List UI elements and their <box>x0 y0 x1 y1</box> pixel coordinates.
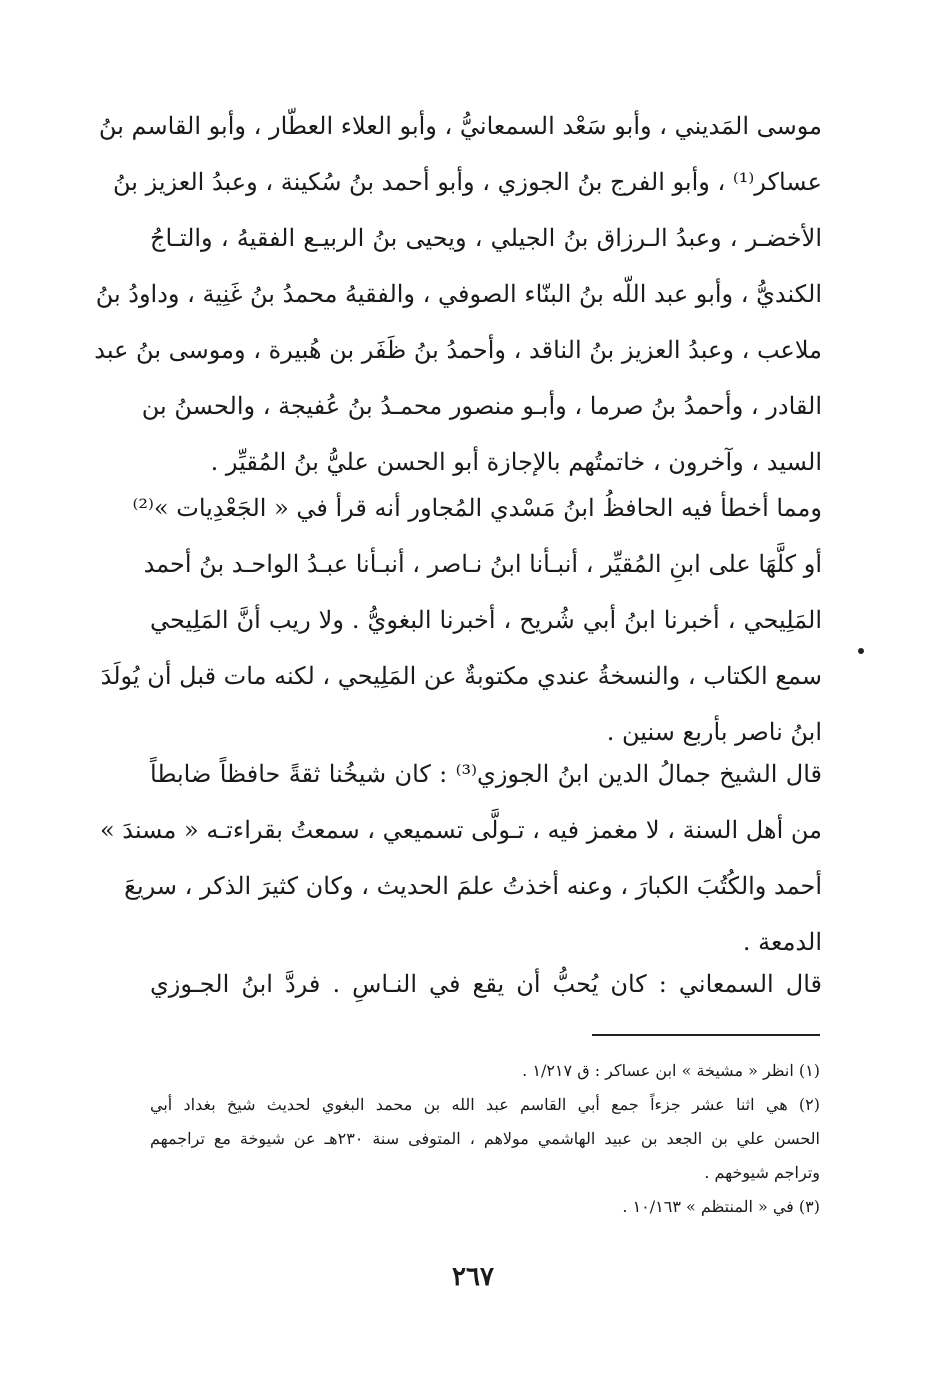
text-line: الكنديُّ ، وأبو عبد اللّه بنُ البنّاء الصوفي ، والفقيهُ محمدُ بنُ غَنِية ، وداودُ بنُ <box>95 280 822 308</box>
footnote-3: (٣) في « المنتظم » ١٠/١٦٣ . <box>622 1197 820 1216</box>
text-line: السيد ، وآخرون ، خاتمتُهم بالإجازة أبو الحسن عليُّ بنُ المُقيِّر . <box>210 448 822 476</box>
paragraph-3 <box>99 746 822 970</box>
paragraph-4 <box>150 956 822 1012</box>
footnote-2-line-1: (٢) هي اثنا عشر جزءاً جمع أبي القاسم عبد الله بن محمد البغوي لحديث شيخ بغداد أبي <box>150 1095 820 1114</box>
text-line: أو كلَّهَا على ابنِ المُقيِّر ، أنبـأنا ابنُ نـاصر ، أنبـأنا عبـدُ الواحـد بنُ أحمد <box>143 550 822 578</box>
text-line: من أهل السنة ، لا مغمز فيه ، تـولَّى تسميعي ، سمعتُ بقراءتـه « مسندَ » <box>99 816 822 844</box>
footnote-2-line-3: وتراجم شيوخهم . <box>704 1163 820 1182</box>
text-line: قال الشيخ جمالُ الدين ابنُ الجوزي⁽³⁾ : كان شيخُنا ثقةً حافظاً ضابطاً <box>150 760 822 788</box>
text-line: ملاعب ، وعبدُ العزيز بنُ الناقد ، وأحمدُ بنُ ظَفَر بن هُبيرة ، وموسى بنُ عبد <box>94 336 822 364</box>
text-line: المَلِيحي ، أخبرنا ابنُ أبي شُريح ، أخبرنا البغويُّ . ولا ريب أنَّ المَلِيحي <box>150 606 823 634</box>
text-line: ومما أخطأ فيه الحافظُ ابنُ مَسْدي المُجاور أنه قرأ في « الجَعْدِيات »⁽²⁾ <box>132 494 822 522</box>
text-line: عساكر⁽¹⁾ ، وأبو الفرج بنُ الجوزي ، وأبو أحمد بنُ سُكينة ، وعبدُ العزيز بنُ <box>113 168 822 196</box>
paragraph-2 <box>100 480 823 760</box>
text-line: أحمد والكُتُبَ الكبارَ ، وعنه أخذتُ علمَ الحديث ، وكان كثيرَ الذكر ، سريعَ <box>124 872 822 900</box>
footnote-1: (١) انظر « مشيخة » ابن عساكر : ق ١/٢١٧ . <box>522 1061 820 1080</box>
page-number: ٢٦٧ <box>452 1262 494 1292</box>
text-line: موسى المَديني ، وأبو سَعْد السمعانيُّ ، وأبو العلاء العطّار ، وأبو القاسم بنُ <box>98 112 822 140</box>
text-line: القادر ، وأحمدُ بنُ صرما ، وأبـو منصور محمـدُ بنُ عُفيجة ، والحسنُ بن <box>141 392 822 420</box>
text-line: قال السمعاني : كان يُحبُّ أن يقع في النـاسِ . فردَّ ابنُ الجـوزي <box>150 970 822 998</box>
footnotes <box>150 1054 820 1224</box>
text-line: ابنُ ناصر بأربع سنين . <box>606 718 822 746</box>
text-line: الأخضـر ، وعبدُ الـرزاق بنُ الجيلي ، ويحيى بنُ الربيـع الفقيهُ ، والتـاجُ <box>150 224 822 252</box>
text-line: الدمعة . <box>742 928 822 956</box>
text-line: سمع الكتاب ، والنسخةُ عندي مكتوبةٌ عن المَلِيحي ، لكنه مات قبل أن يُولَدَ <box>100 662 822 690</box>
margin-dot-mark <box>858 648 864 654</box>
paragraph-1 <box>94 98 822 490</box>
footnote-separator <box>592 1034 820 1036</box>
footnote-2-line-2: الحسن علي بن الجعد بن عبيد الهاشمي مولاهم ، المتوفى سنة ٢٣٠هـ عن شيوخة مع تراجمهم <box>150 1129 821 1148</box>
